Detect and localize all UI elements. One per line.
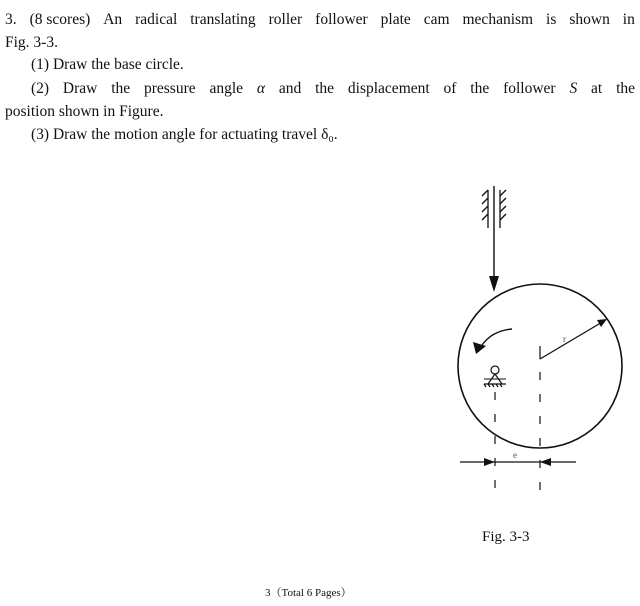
stem-word: plate <box>380 11 411 28</box>
offset-dimension <box>460 458 576 466</box>
question-number: 3. <box>5 11 17 28</box>
item-word: the <box>111 80 131 97</box>
sub-question-2-continuation: position shown in Figure. <box>5 103 164 120</box>
stem-word: cam <box>423 11 450 28</box>
sub-question-3: (3) Draw the motion angle for actuating travel δ₀. <box>31 126 338 143</box>
page-footer: 3（Total 6 Pages） <box>265 587 352 599</box>
item-word: Draw <box>62 80 98 97</box>
sub-question-1: (1) Draw the base circle. <box>31 56 184 73</box>
follower-stem <box>489 186 499 292</box>
sub-question-2 <box>31 79 635 99</box>
stem-word: An <box>103 11 123 28</box>
stem-word: is <box>546 11 557 28</box>
item-word: displacement <box>347 80 430 97</box>
rotation-arrow-icon <box>473 329 512 354</box>
stem-word: in <box>622 11 635 28</box>
item-word: and <box>278 80 302 97</box>
item-word: α <box>256 80 266 97</box>
item-word: follower <box>503 80 556 97</box>
item-word: the <box>470 80 490 97</box>
stem-word: shown <box>569 11 610 28</box>
stem-word: translating <box>190 11 256 28</box>
item-word: pressure <box>143 80 196 97</box>
figure-caption: Fig. 3-3 <box>482 529 530 545</box>
item-word: (2) <box>31 80 50 97</box>
offset-label: e <box>513 450 517 460</box>
item-word: of <box>443 80 457 97</box>
item-word: the <box>616 80 635 97</box>
stem-word: mechanism <box>462 11 534 28</box>
item-word: at <box>591 80 603 97</box>
item-word: S <box>569 80 578 97</box>
dashed-center-lines <box>495 372 540 492</box>
question-header <box>5 10 635 30</box>
stem-word: follower <box>315 11 368 28</box>
item-word: angle <box>209 80 244 97</box>
radius-line <box>540 319 607 359</box>
question-score: (8 scores) <box>29 11 91 28</box>
pivot-support-icon <box>484 366 506 387</box>
item-word: the <box>315 80 335 97</box>
stem-word: radical <box>135 11 178 28</box>
radius-label: r <box>563 334 566 344</box>
stem-word: roller <box>268 11 303 28</box>
question-stem-continuation: Fig. 3-3. <box>5 34 58 51</box>
